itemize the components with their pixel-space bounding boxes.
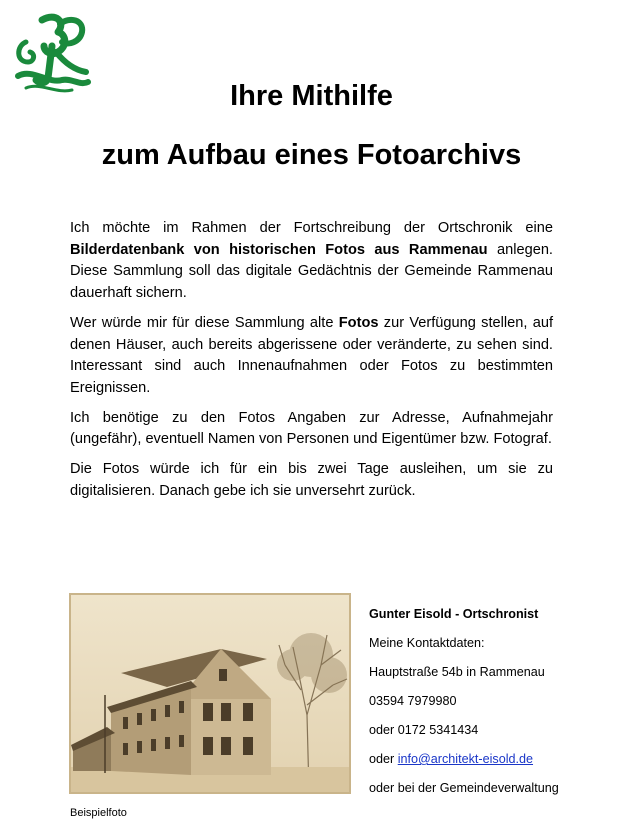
contact-name: Gunter Eisold - Ortschronist (369, 607, 539, 621)
contact-alternative: oder bei der Gemeindeverwaltung (369, 781, 559, 795)
paragraph-details: Ich benötige zu den Fotos Angaben zur Adresse, Aufnahmejahr (ungefähr), eventuell Namen von Personen und Eigentümer bzw. Fotograf. (70, 409, 553, 448)
contact-mobile-prefix: oder (369, 723, 398, 737)
email-link[interactable]: info@architekt-eisold.de (397, 752, 534, 766)
historic-house-illustration (71, 595, 349, 792)
contact-email-line (369, 745, 609, 774)
paragraph-request (70, 313, 553, 400)
contact-email-prefix: oder (369, 752, 398, 766)
emphasis-text: Fotos (338, 314, 379, 331)
emphasis-text: Bilderdatenbank von historischen Fotos aus Rammenau (70, 241, 488, 258)
contact-intro: Meine Kontaktdaten: (369, 636, 485, 650)
photo-caption: Beispielfoto (70, 807, 127, 819)
contact-mobile-line (369, 716, 609, 745)
body-text (70, 218, 553, 510)
contact-phone: 03594 7979980 (369, 694, 457, 708)
contact-block (369, 600, 609, 803)
contact-address: Hauptstraße 54b in Rammenau (369, 665, 545, 679)
paragraph-text: zur Verfügung stellen, auf denen Häuser, auch bereits abgerissene oder veränderte, zu sehen sind. Interessant sind auch Innenaufnahmen oder Fotos zu bestimmten Ereignissen. (70, 314, 553, 396)
paragraph-intro (70, 218, 553, 305)
contact-mobile: 0172 5341434 (397, 723, 479, 737)
paragraph-text: anlegen. Diese Sammlung soll das digitale Gedächtnis der Gemeinde Rammenau dauerhaft sichern. (70, 241, 553, 302)
paragraph-text: Ich möchte im Rahmen der Fortschreibung der Ortschronik eine (70, 220, 553, 236)
page-title: Ihre Mithilfe (230, 80, 393, 112)
paragraph-return: Die Fotos würde ich für ein bis zwei Tage ausleihen, um sie zu digitalisieren. Danach gebe ich sie unversehrt zurück. (70, 461, 553, 499)
example-photo (69, 593, 351, 794)
paragraph-text: Wer würde mir für diese Sammlung alte (70, 314, 339, 331)
page-subtitle: zum Aufbau eines Fotoarchivs (101, 139, 522, 171)
